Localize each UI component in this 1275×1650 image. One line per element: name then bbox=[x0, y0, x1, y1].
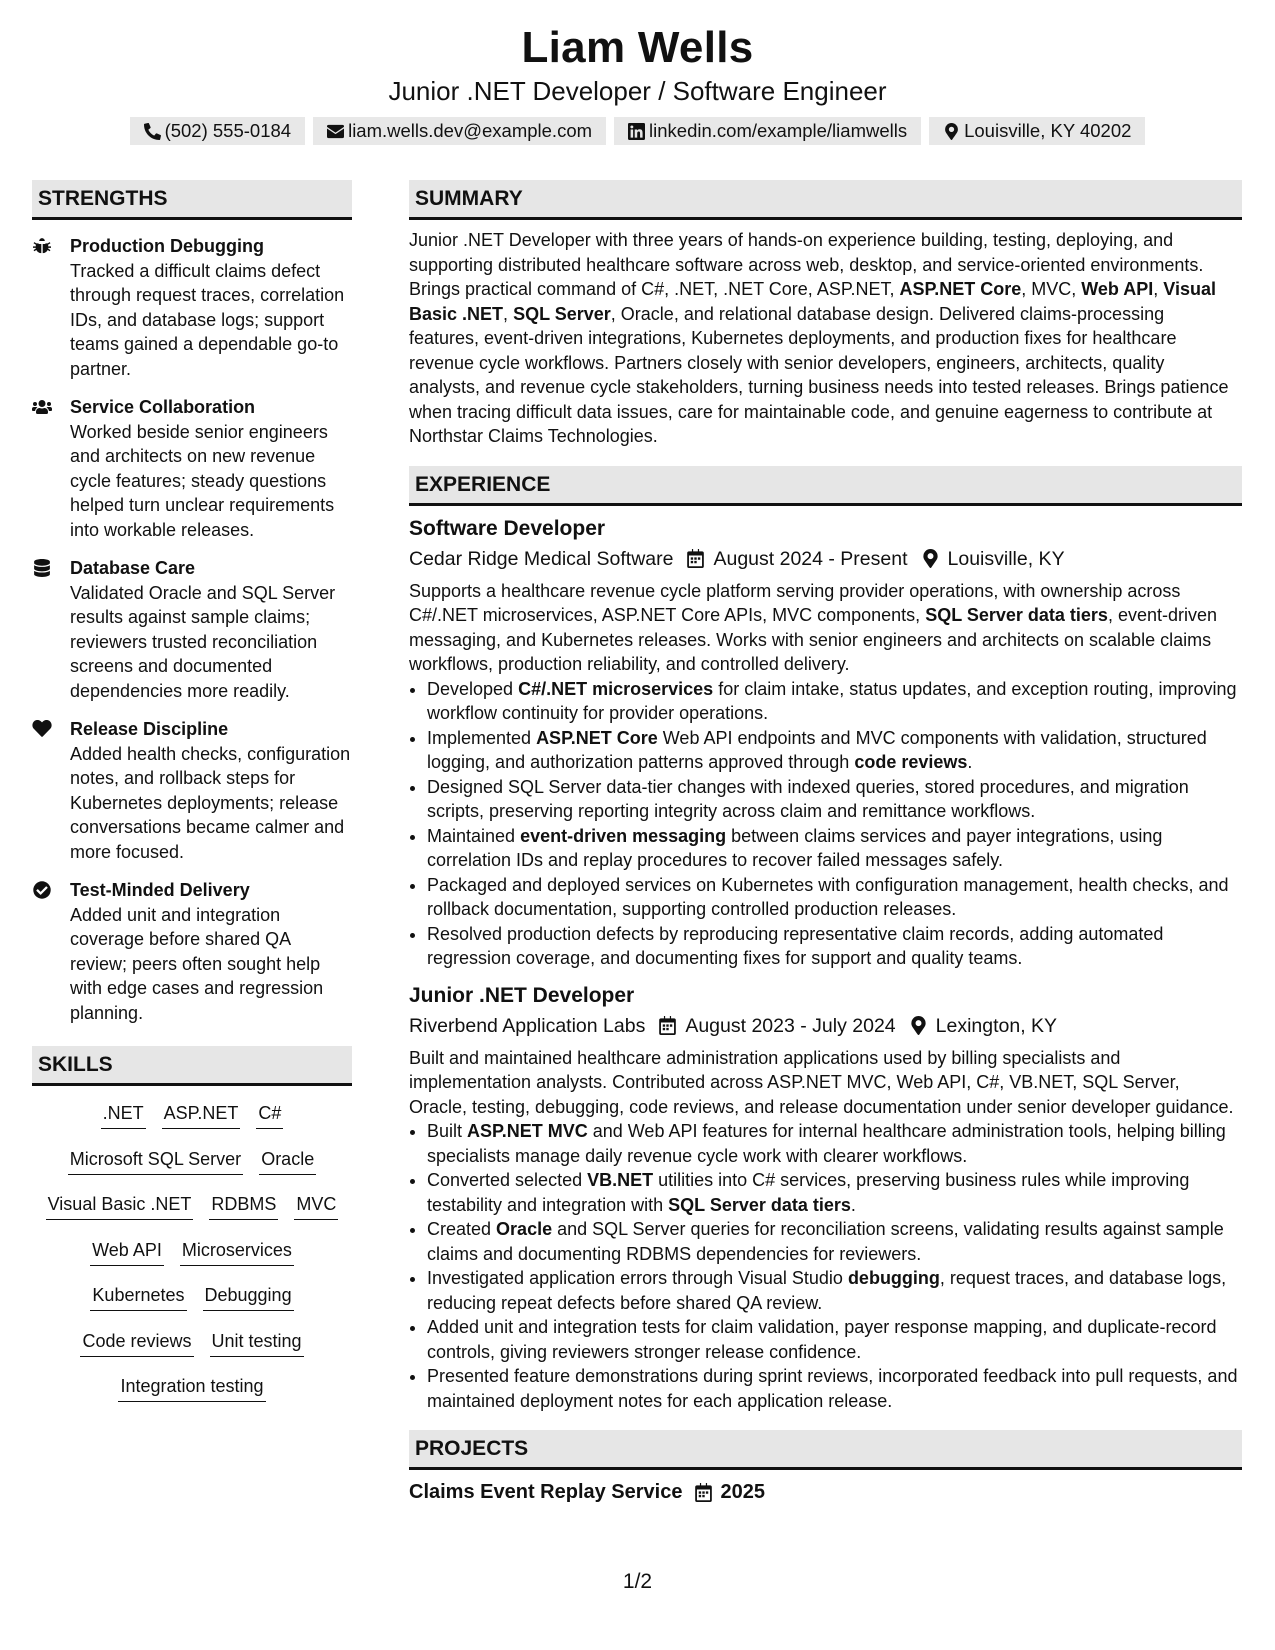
job-description bbox=[409, 579, 1242, 677]
bullet-item bbox=[427, 1168, 1242, 1217]
bullet-item bbox=[427, 1266, 1242, 1315]
strength-title: Database Care bbox=[70, 558, 196, 578]
strength-description: Added unit and integration coverage before shared QA review; peers often sought help with edge cases and regression planning. bbox=[70, 904, 324, 1023]
job-title: Junior .NET Developer bbox=[409, 983, 635, 1007]
contact-email-text: liam.wells.dev@example.com bbox=[348, 120, 593, 141]
contact-location-text: Louisville, KY 40202 bbox=[964, 120, 1132, 141]
strength-description: Validated Oracle and SQL Server results against sample claims; reviewers trusted reconciliation screens and documented dependencies more readily. bbox=[70, 582, 336, 701]
bullet-item bbox=[427, 1315, 1242, 1364]
text-run: , bbox=[503, 303, 514, 324]
bullet-item bbox=[427, 824, 1242, 873]
skill-row bbox=[32, 1282, 352, 1328]
job-meta bbox=[409, 544, 1242, 574]
map-pin-icon bbox=[910, 1016, 927, 1035]
bold-text: event-driven messaging bbox=[520, 825, 727, 846]
bold-text: SQL Server data tiers bbox=[925, 605, 1108, 625]
skill-tag: Microservices bbox=[180, 1237, 294, 1266]
bold-text: VB.NET bbox=[587, 1170, 654, 1190]
skill-tag: ASP.NET bbox=[162, 1100, 241, 1129]
text-run: , Oracle, and relational database design. Delivered claims-processing features, event-driven integrations, Kubernetes deployments, and production fixes for healthcare revenue cycle workflows. Partners closely with senior developers, engineers, architects, quality analysts, and revenue cycle stakeholders, turning business needs into tested releases. Brings patience when tracing difficult data issues, care for maintainable code, and genuine eagerness to contribute at Northstar Claims Technologies. bbox=[409, 303, 1229, 446]
text-run: Packaged and deployed services on Kubernetes with configuration management, health checks, and rollback documentation, supporting controlled production releases. bbox=[427, 874, 1229, 919]
bullet-item bbox=[427, 1217, 1242, 1266]
text-run: Designed SQL Server data-tier changes with indexed queries, stored procedures, and migration scripts, preserving reporting integrity across claim and remittance workflows. bbox=[427, 776, 1189, 821]
skill-tag: Web API bbox=[90, 1237, 164, 1266]
skill-row bbox=[32, 1100, 352, 1146]
bold-text: SQL Server data tiers bbox=[668, 1194, 851, 1215]
bullet-item bbox=[427, 677, 1242, 726]
job-entry bbox=[409, 514, 1242, 971]
strength-description: Worked beside senior engineers and architects on new revenue cycle features; steady questions helped turn unclear requirements into workable releases. bbox=[70, 421, 335, 540]
text-run: and SQL Server queries for reconciliation screens, validating results against sample claims and documenting RDBMS dependencies for reviewers. bbox=[427, 1219, 1224, 1264]
job-location: Louisville, KY bbox=[947, 547, 1065, 570]
strength-item bbox=[32, 717, 352, 864]
text-run: for claim intake, status updates, and exception routing, improving workflow continuity for provider operations. bbox=[427, 678, 1237, 723]
text-run: and Web API features for internal healthcare administration tools, helping billing specialists manage daily revenue cycle work with clearer workflows. bbox=[427, 1121, 1226, 1166]
job-dates: August 2023 - July 2024 bbox=[685, 1014, 896, 1037]
text-run: Added unit and integration tests for claim validation, payer response mapping, and duplicate-record controls, giving reviewers stronger release confidence. bbox=[427, 1317, 1217, 1362]
candidate-title: Junior .NET Developer / Software Engineer bbox=[388, 76, 887, 106]
skill-tag: Code reviews bbox=[80, 1328, 193, 1357]
strength-description: Added health checks, configuration notes, and rollback steps for Kubernetes deployments; release conversations became calmer and more focused. bbox=[70, 743, 351, 862]
bold-text: ASP.NET Core bbox=[536, 727, 658, 748]
text-run: Resolved production defects by reproducing representative claim records, adding automated regression coverage, and documenting fixes for support and quality teams. bbox=[427, 923, 1164, 968]
bold-text: ASP.NET MVC bbox=[467, 1121, 588, 1141]
linkedin-icon bbox=[628, 123, 645, 140]
section-heading-strengths: STRENGTHS bbox=[32, 180, 352, 220]
heart-icon bbox=[32, 720, 52, 738]
text-run: . bbox=[850, 1194, 856, 1215]
text-run: Web API endpoints and MVC components with validation, structured logging, and authorization patterns approved through bbox=[427, 727, 1207, 772]
text-run: Built and maintained healthcare administration applications used by billing specialists and implementation analysts. Contributed across ASP.NET MVC, Web API, C#, VB.NET, SQL Server, Oracle, testing, debugging, code reviews, and release documentation under senior developer guidance. bbox=[409, 1047, 1234, 1117]
skill-row bbox=[32, 1237, 352, 1283]
bullet-item bbox=[427, 726, 1242, 775]
skills-list bbox=[32, 1100, 352, 1419]
bold-text: SQL Server bbox=[513, 303, 611, 324]
bullet-item bbox=[427, 1364, 1242, 1413]
job-location: Lexington, KY bbox=[935, 1014, 1058, 1037]
job-bullets bbox=[409, 677, 1242, 971]
contact-location bbox=[929, 117, 1145, 145]
job-bullets bbox=[409, 1119, 1242, 1413]
bold-text: ASP.NET Core bbox=[899, 279, 1022, 299]
bold-text: code reviews bbox=[854, 752, 968, 772]
resume-header bbox=[0, 0, 1275, 145]
strength-item bbox=[32, 395, 352, 542]
skill-tag: Oracle bbox=[259, 1146, 316, 1175]
map-pin-icon bbox=[922, 549, 939, 568]
bold-text: C#/.NET microservices bbox=[518, 678, 714, 699]
skill-row bbox=[32, 1146, 352, 1192]
skill-tag: Unit testing bbox=[210, 1328, 304, 1357]
skill-tag: Kubernetes bbox=[90, 1282, 186, 1311]
phone-icon bbox=[144, 123, 161, 140]
summary-text bbox=[409, 228, 1242, 449]
text-run: , request traces, and database logs, reducing repeat defects before shared QA review. bbox=[427, 1268, 1227, 1313]
users-icon bbox=[32, 398, 52, 416]
strength-item bbox=[32, 234, 352, 381]
contact-bar bbox=[0, 117, 1275, 145]
strength-item bbox=[32, 556, 352, 703]
text-run: Junior .NET Developer with three years of hands-on experience building, testing, deploying, and supporting distributed healthcare software across web, desktop, and service-oriented environments. Brings practical command of C#, .NET, .NET Core, ASP.NET, bbox=[409, 230, 1204, 299]
calendar-icon bbox=[659, 1016, 676, 1035]
project-name: Claims Event Replay Service bbox=[409, 1481, 683, 1503]
text-run: Implemented bbox=[427, 727, 537, 748]
strength-title: Service Collaboration bbox=[70, 397, 256, 417]
contact-email[interactable] bbox=[313, 117, 606, 145]
job-company: Riverbend Application Labs bbox=[409, 1014, 646, 1037]
text-run: Maintained bbox=[427, 825, 521, 846]
right-column bbox=[409, 180, 1242, 1506]
page-number: 1/2 bbox=[622, 1570, 653, 1593]
text-run: between claims services and payer integrations, using correlation IDs and replay procedures to recover failed messages safely. bbox=[427, 825, 1163, 870]
text-run: Investigated application errors through Visual Studio bbox=[427, 1268, 848, 1288]
contact-linkedin[interactable] bbox=[614, 117, 921, 145]
skill-tag: C# bbox=[256, 1100, 283, 1129]
skill-row bbox=[32, 1373, 352, 1419]
text-run: Presented feature demonstrations during sprint reviews, incorporated feedback into pull requests, and maintained deployment notes for each application release. bbox=[427, 1366, 1238, 1411]
skill-tag: Visual Basic .NET bbox=[46, 1191, 194, 1220]
skill-tag: Integration testing bbox=[118, 1373, 265, 1402]
skill-tag: .NET bbox=[101, 1100, 146, 1129]
bug-icon bbox=[32, 237, 52, 255]
text-run: , MVC, bbox=[1021, 279, 1082, 299]
section-heading-skills: SKILLS bbox=[32, 1046, 352, 1086]
contact-phone[interactable] bbox=[130, 117, 306, 145]
section-heading-summary: SUMMARY bbox=[409, 180, 1242, 220]
skill-row bbox=[32, 1328, 352, 1374]
text-run: , bbox=[1153, 279, 1164, 299]
contact-linkedin-text: linkedin.com/example/liamwells bbox=[649, 120, 908, 141]
strength-title: Production Debugging bbox=[70, 236, 264, 256]
job-meta bbox=[409, 1011, 1242, 1041]
candidate-name: Liam Wells bbox=[521, 23, 754, 72]
contact-phone-text: (502) 555-0184 bbox=[164, 120, 292, 141]
text-run: Created bbox=[427, 1219, 497, 1239]
job-description bbox=[409, 1046, 1242, 1120]
bullet-item bbox=[427, 922, 1242, 971]
strength-title: Test-Minded Delivery bbox=[70, 880, 250, 900]
bold-text: Oracle bbox=[496, 1219, 553, 1239]
project-entry bbox=[409, 1478, 1242, 1506]
text-run: Built bbox=[427, 1121, 468, 1141]
skill-row bbox=[32, 1191, 352, 1237]
bullet-item bbox=[427, 1119, 1242, 1168]
job-dates: August 2024 - Present bbox=[713, 547, 908, 570]
text-run: . bbox=[967, 752, 973, 772]
section-heading-projects: PROJECTS bbox=[409, 1430, 1242, 1470]
bullet-item bbox=[427, 775, 1242, 824]
text-run: Supports a healthcare revenue cycle platform serving provider operations, with ownership across C#/.NET microservices, ASP.NET Core APIs, MVC components, bbox=[409, 580, 1181, 625]
text-run: Developed bbox=[427, 678, 519, 699]
skill-tag: MVC bbox=[294, 1191, 338, 1220]
job-title: Software Developer bbox=[409, 516, 606, 540]
strength-title: Release Discipline bbox=[70, 719, 229, 739]
text-run: utilities into C# services, preserving business rules while improving testability and integration with bbox=[427, 1170, 1190, 1215]
skill-tag: RDBMS bbox=[209, 1191, 278, 1220]
left-column bbox=[32, 180, 352, 1506]
project-year: 2025 bbox=[720, 1481, 765, 1503]
database-icon bbox=[32, 559, 52, 577]
strength-item bbox=[32, 878, 352, 1025]
calendar-icon bbox=[695, 1483, 712, 1502]
bullet-item bbox=[427, 873, 1242, 922]
map-pin-icon bbox=[943, 123, 960, 140]
text-run: , event-driven messaging, and Kubernetes releases. Works with senior engineers and architects on scalable claims workflows, production reliability, and controlled delivery. bbox=[409, 605, 1218, 674]
skill-tag: Microsoft SQL Server bbox=[68, 1146, 243, 1175]
skill-tag: Debugging bbox=[203, 1282, 294, 1311]
strength-description: Tracked a difficult claims defect through request traces, correlation IDs, and database logs; support teams gained a dependable go-to partner. bbox=[70, 260, 345, 379]
envelope-icon bbox=[327, 123, 344, 140]
bold-text: Web API bbox=[1081, 279, 1154, 299]
bold-text: Visual Basic .NET bbox=[409, 279, 1216, 324]
section-heading-experience: EXPERIENCE bbox=[409, 466, 1242, 506]
check-circle-icon bbox=[32, 881, 52, 899]
job-entry bbox=[409, 981, 1242, 1414]
bold-text: debugging bbox=[847, 1268, 940, 1288]
job-company: Cedar Ridge Medical Software bbox=[409, 547, 674, 570]
calendar-icon bbox=[687, 549, 704, 568]
resume-body bbox=[32, 180, 1243, 1506]
text-run: Converted selected bbox=[427, 1170, 588, 1190]
